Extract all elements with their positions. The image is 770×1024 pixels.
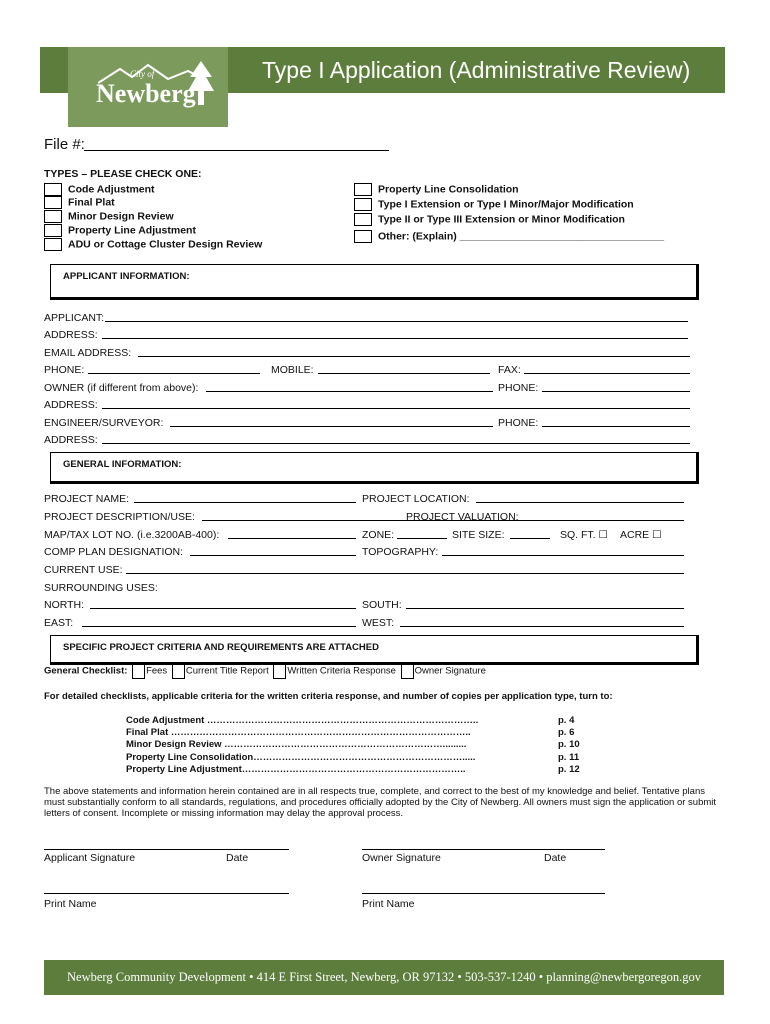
- logo-name: Newberg: [96, 79, 196, 108]
- owner-field[interactable]: [206, 391, 493, 392]
- page-number: p. 4: [558, 715, 575, 726]
- city-logo: [68, 47, 228, 127]
- checkbox[interactable]: [401, 663, 414, 679]
- project-location-field[interactable]: [476, 502, 684, 503]
- address-field[interactable]: [102, 338, 688, 339]
- phone-label: PHONE:: [44, 364, 85, 376]
- engineer-phone-label: PHONE:: [498, 417, 539, 429]
- applicant-section-header: APPLICANT INFORMATION:: [50, 264, 699, 300]
- page-number: p. 10: [558, 739, 580, 751]
- applicant-field[interactable]: [105, 321, 688, 322]
- certification-statement: The above statements and information herein contained are in all respects true, complete, and correct to the best of my knowledge and belief. Tentative plans must substantially conform to all standards, regulations, and procedures officially adopted by the City of Newberg. All owners must sign the application or submit letters of consent. Incomplete or missing information may delay the approval process.: [44, 786, 717, 819]
- owner-address-field[interactable]: [102, 408, 690, 409]
- south-field[interactable]: [406, 608, 684, 609]
- comp-plan-field[interactable]: [190, 555, 356, 556]
- print-name-field-1[interactable]: [44, 893, 289, 894]
- types-heading: TYPES – PLEASE CHECK ONE:: [44, 168, 202, 180]
- engineer-address-field[interactable]: [102, 443, 690, 444]
- phone-field[interactable]: [88, 373, 260, 374]
- list-item: Property Line Adjustment……………………………………………………………..: [126, 763, 466, 775]
- west-field[interactable]: [400, 626, 684, 627]
- topography-field[interactable]: [442, 555, 684, 556]
- type-option-other[interactable]: Other: (Explain) ___________________________________: [354, 230, 664, 243]
- south-label: SOUTH:: [362, 599, 402, 611]
- type-option-property-line-adjustment[interactable]: Property Line Adjustment: [44, 224, 196, 237]
- acre-checkbox[interactable]: ACRE ☐: [620, 529, 662, 541]
- east-field[interactable]: [82, 626, 356, 627]
- page-number: p. 6: [558, 727, 575, 739]
- print-name-label-1: Print Name: [44, 898, 97, 910]
- zone-label: ZONE:: [362, 529, 395, 541]
- email-field[interactable]: [138, 356, 690, 357]
- file-number-label: File #:: [44, 136, 85, 153]
- mobile-field[interactable]: [318, 373, 490, 374]
- page-title: Type I Application (Administrative Review): [262, 57, 691, 83]
- checkbox[interactable]: [44, 224, 62, 237]
- type-option-type-i-extension[interactable]: Type I Extension or Type I Minor/Major Modification: [354, 198, 634, 211]
- zone-field[interactable]: [397, 538, 447, 539]
- detail-note: For detailed checklists, applicable criteria for the written criteria response, and number of copies per application type, turn to:: [44, 691, 613, 702]
- type-option-property-line-consolidation[interactable]: Property Line Consolidation: [354, 183, 519, 196]
- checkbox[interactable]: [132, 663, 145, 679]
- mobile-label: MOBILE:: [271, 364, 314, 376]
- type-option-minor-design-review[interactable]: Minor Design Review: [44, 210, 174, 223]
- checkbox[interactable]: [44, 183, 62, 196]
- address-label: ADDRESS:: [44, 329, 98, 341]
- file-number-field[interactable]: [84, 150, 389, 151]
- site-size-label: SITE SIZE:: [452, 529, 505, 541]
- site-size-field[interactable]: [510, 538, 550, 539]
- north-label: NORTH:: [44, 599, 85, 611]
- fax-field[interactable]: [524, 373, 690, 374]
- page-number: p. 12: [558, 763, 580, 775]
- page-reference-list: [126, 715, 546, 776]
- type-option-adu[interactable]: ADU or Cottage Cluster Design Review: [44, 238, 262, 251]
- project-location-label: PROJECT LOCATION:: [362, 493, 470, 505]
- engineer-label: ENGINEER/SURVEYOR:: [44, 417, 164, 429]
- applicant-date-label: Date: [226, 852, 249, 864]
- type-option-code-adjustment[interactable]: Code Adjustment: [44, 183, 155, 196]
- map-tax-lot-field[interactable]: [228, 538, 356, 539]
- project-name-label: PROJECT NAME:: [44, 493, 129, 505]
- print-name-field-2[interactable]: [362, 893, 605, 894]
- applicant-label: APPLICANT:: [44, 312, 105, 324]
- checkbox[interactable]: [172, 663, 185, 679]
- applicant-signature-field[interactable]: [44, 849, 289, 850]
- owner-phone-label: PHONE:: [498, 382, 539, 394]
- engineer-address-label: ADDRESS:: [44, 434, 98, 446]
- topography-label: TOPOGRAPHY:: [362, 546, 439, 558]
- list-item: Code Adjustment …………………………………………………………………………..: [126, 715, 479, 726]
- print-name-label-2: Print Name: [362, 898, 415, 910]
- general-section-header: GENERAL INFORMATION:: [50, 452, 699, 484]
- logo-city-label: City of: [130, 69, 155, 79]
- project-valuation-label: PROJECT VALUATION:: [406, 511, 519, 523]
- sq-ft-checkbox[interactable]: SQ. FT. ☐: [560, 529, 608, 541]
- map-tax-lot-label: MAP/TAX LOT NO. (i.e.3200AB-400):: [44, 529, 220, 541]
- engineer-field[interactable]: [170, 426, 493, 427]
- list-item: Final Plat …………………………………………………………………………………..: [126, 727, 471, 739]
- email-label: EMAIL ADDRESS:: [44, 347, 132, 359]
- type-option-final-plat[interactable]: Final Plat: [44, 196, 115, 209]
- criteria-section-header: SPECIFIC PROJECT CRITERIA AND REQUIREMENTS ARE ATTACHED: [50, 635, 699, 665]
- fax-label: FAX:: [498, 364, 521, 376]
- owner-address-label: ADDRESS:: [44, 399, 98, 411]
- project-description-label: PROJECT DESCRIPTION/USE:: [44, 511, 195, 523]
- page-numbers: [558, 715, 580, 776]
- engineer-phone-field[interactable]: [542, 426, 690, 427]
- owner-signature-field[interactable]: [362, 849, 605, 850]
- checkbox[interactable]: [354, 198, 372, 211]
- owner-phone-field[interactable]: [542, 391, 690, 392]
- surrounding-uses-label: SURROUNDING USES:: [44, 582, 158, 594]
- project-name-field[interactable]: [134, 502, 356, 503]
- type-option-type-ii-extension[interactable]: Type II or Type III Extension or Minor Modification: [354, 213, 625, 226]
- page-number: p. 11: [558, 751, 580, 763]
- current-use-label: CURRENT USE:: [44, 564, 123, 576]
- owner-date-label: Date: [544, 852, 567, 864]
- checkbox[interactable]: [44, 238, 62, 251]
- checkbox[interactable]: [354, 213, 372, 226]
- north-field[interactable]: [90, 608, 356, 609]
- owner-label: OWNER (if different from above):: [44, 382, 199, 394]
- applicant-signature-label: Applicant Signature: [44, 852, 136, 864]
- list-item: Property Line Consolidation………………………………………………………….....: [126, 751, 476, 763]
- general-checklist: General Checklist: Fees Current Title Report Written Criteria Response Owner Signature: [44, 663, 486, 679]
- checklist-label: General Checklist:: [44, 665, 128, 677]
- current-use-field[interactable]: [126, 573, 684, 574]
- checkbox[interactable]: [354, 183, 372, 196]
- checkbox[interactable]: [44, 196, 62, 209]
- west-label: WEST:: [362, 617, 395, 629]
- list-item: Minor Design Review …………………………………………………………….........: [126, 739, 467, 751]
- checkbox[interactable]: [44, 210, 62, 223]
- comp-plan-label: COMP PLAN DESIGNATION:: [44, 546, 184, 558]
- east-label: EAST:: [44, 617, 74, 629]
- owner-signature-label: Owner Signature: [362, 852, 441, 864]
- checkbox[interactable]: [354, 230, 372, 243]
- checkbox[interactable]: [273, 663, 286, 679]
- footer-contact: Newberg Community Development • 414 E First Street, Newberg, OR 97132 • 503-537-1240 • planning@newbergoregon.gov: [44, 960, 724, 995]
